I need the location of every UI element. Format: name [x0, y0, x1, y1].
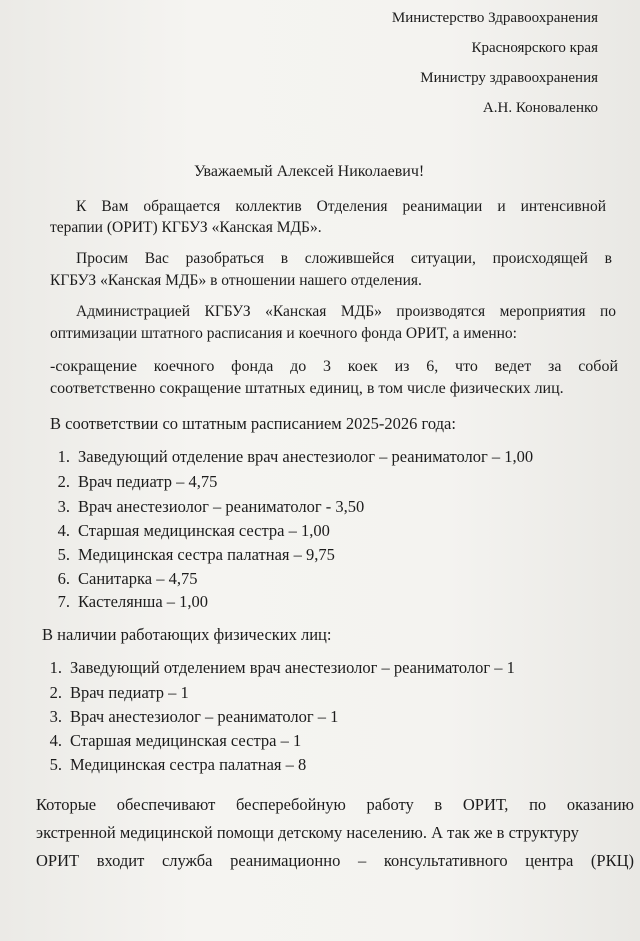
- addressee-position: Министру здравоохранения: [420, 70, 598, 86]
- list-item: 1. Заведующий отделением врач анестезиолог – реаниматолог – 1: [49, 658, 515, 677]
- closing-line-3: ОРИТ входит служба реанимационно – консультативного центра (РКЦ): [36, 851, 634, 870]
- staff-heading: В соответствии со штатным расписанием 2025-2026 года:: [50, 414, 456, 433]
- workers-heading: В наличии работающих физических лиц:: [42, 625, 332, 644]
- salutation: Уважаемый Алексей Николаевич!: [194, 163, 425, 180]
- closing-line-1: Которые обеспечивают бесперебойную работу в ОРИТ, по оказанию: [36, 795, 634, 814]
- paragraph-2-line-2: КГБУЗ «Канская МДБ» в отношении нашего отделения.: [50, 272, 422, 289]
- paragraph-3-line-2: оптимизации штатного расписания и коечного фонда ОРИТ, а именно:: [50, 325, 517, 342]
- addressee-name: А.Н. Коноваленко: [482, 100, 598, 116]
- list-item: 2. Врач педиатр – 1: [49, 683, 189, 702]
- closing-line-2: экстренной медицинской помощи детскому населению. А так же в структуру: [36, 823, 579, 842]
- list-item: 5. Медицинская сестра палатная – 8: [49, 755, 307, 774]
- list-item: 3. Врач анестезиолог – реаниматолог - 3,50: [57, 497, 365, 516]
- list-item: 4. Старшая медицинская сестра – 1,00: [57, 521, 330, 540]
- list-item: 5. Медицинская сестра палатная – 9,75: [57, 545, 335, 564]
- list-item: 4. Старшая медицинская сестра – 1: [49, 731, 302, 750]
- addressee-region: Красноярского края: [471, 40, 598, 56]
- list-item: 2. Врач педиатр – 4,75: [57, 472, 218, 491]
- paragraph-4-line-2: соответственно сокращение штатных единиц, в том числе физических лиц.: [50, 380, 564, 397]
- addressee-ministry: Министерство Здравоохранения: [391, 10, 598, 26]
- paragraph-1-line-2: терапии (ОРИТ) КГБУЗ «Канская МДБ».: [50, 219, 322, 236]
- list-item: 3. Врач анестезиолог – реаниматолог – 1: [49, 707, 339, 726]
- paragraph-4-line-1: -сокращение коечного фонда до 3 коек из 6, что ведет за собой: [50, 358, 618, 375]
- paragraph-2-line-1: Просим Вас разобраться в сложившейся ситуации, происходящей в: [76, 250, 612, 267]
- paragraph-1-line-1: К Вам обращается коллектив Отделения реанимации и интенсивной: [76, 198, 606, 215]
- list-item: 6. Санитарка – 4,75: [57, 569, 198, 588]
- list-item: 1. Заведующий отделение врач анестезиолог – реаниматолог – 1,00: [57, 447, 534, 466]
- list-item: 7. Кастелянша – 1,00: [57, 592, 209, 611]
- paragraph-3-line-1: Администрацией КГБУЗ «Канская МДБ» производятся мероприятия по: [76, 303, 616, 320]
